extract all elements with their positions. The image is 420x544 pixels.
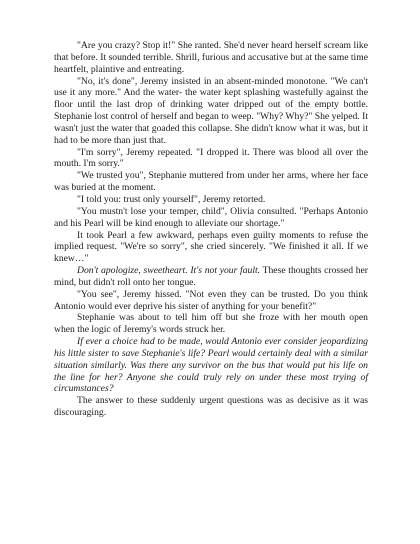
paragraph: It took Pearl a few awkward, perhaps even guilty moments to refuse the implied request. "We're so sorry", she cried sincerely. "We finished it all. If we knew…" bbox=[54, 229, 368, 265]
paragraph: "You see", Jeremy hissed. "Not even they can be trusted. Do you think Antonio would ever deprive his sister of anything for your benefit?" bbox=[54, 288, 368, 312]
paragraph-italic: If ever a choice had to be made, would Antonio ever consider jeopardizing his little sister to save Stephanie's life? Pearl would certainly deal with a similar situation similarly. Was there any survivor on the bus that would put his life on the line for her? Anyone she could truly rely on under these most trying of circumstances? bbox=[54, 336, 368, 395]
paragraph: Stephanie was about to tell him off but she froze with her mouth open when the logic of Jeremy's words struck her. bbox=[54, 312, 368, 336]
body-text bbox=[54, 40, 368, 419]
paragraph: "We trusted you", Stephanie muttered from under her arms, where her face was buried at the moment. bbox=[54, 170, 368, 194]
paragraph: "I told you: trust only yourself", Jeremy retorted. bbox=[77, 193, 266, 205]
paragraph-mixed bbox=[54, 265, 368, 289]
paragraph: The answer to these suddenly urgent questions was as decisive as it was discouraging. bbox=[54, 395, 368, 419]
paragraph: "Are you crazy? Stop it!" She ranted. She'd never heard herself scream like that before. It sounded terrible. Shrill, furious and accusative but at the same time heartfelt, plaintive and entreating. bbox=[54, 40, 368, 75]
paragraph-remainder: These thoughts crossed her mind, but didn't roll onto her tongue. bbox=[54, 265, 368, 288]
paragraph: "I'm sorry", Jeremy repeated. "I dropped it. There was blood all over the mouth. I'm sorry." bbox=[54, 146, 368, 170]
inner-thought: Don't apologize, sweetheart. It's not your fault. bbox=[77, 265, 261, 277]
paragraph: "No, it's done", Jeremy insisted in an absent-minded monotone. "We can't use it any more." And the water- the water kept splashing wastefully against the floor until the last drop of drinking water dripped out of the empty bottle. Stephanie lost control of herself and began to weep. "Why? Why?" She yelped. It wasn't just the water that goaded this collapse. She didn't know what it was, but it had to be more than just that. bbox=[54, 75, 368, 146]
paragraph: "You mustn't lose your temper, child", Olivia consulted. "Perhaps Antonio and his Pearl will be kind enough to alleviate our shortage." bbox=[54, 205, 368, 229]
